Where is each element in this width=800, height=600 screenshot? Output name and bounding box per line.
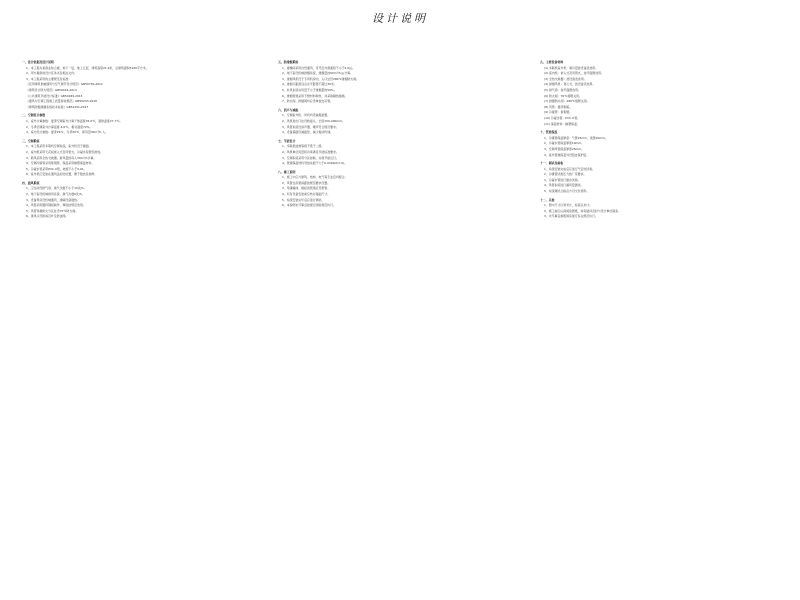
text-line: 1、卫生间设排气扇，换气次数不小于10次/h。 [26,186,87,191]
text-line: (10) 冷凝水管：PVC-U管。 [544,115,580,120]
section-heading: 三、空调系统 [22,138,40,143]
section-heading: 四、通风系统 [22,180,40,185]
text-line: 1、多联机能效等级不低于二级。 [282,144,325,149]
text-line: 2、冷凝水管保温厚度10mm。 [544,141,585,146]
text-line: 3、设备用房设机械通风，排除设备散热。 [26,197,80,202]
text-line: (5) 排气扇：按平面图选用。 [544,87,581,92]
text-line: 3、新风采用全热交换器，新风量按每人30m³/h计算。 [26,155,97,160]
section-heading: 十一、调试及验收 [540,161,564,166]
text-line: 6、排风口设防雨百叶及防虫网。 [26,214,69,219]
text-line: 6、排烟管道采用不燃材料制作，并采取隔热措施。 [282,93,348,98]
text-line: 《通风与空调工程施工质量验收规范》GB50243-2016 [26,99,97,104]
page-title: 设计说明 [372,12,428,25]
text-line: 《建筑防烟排烟系统技术标准》GB51251-2017 [26,104,89,109]
text-line: 1、楼梯间采用自然通风，可开启外窗面积不小于2.0㎡。 [282,65,355,70]
text-line: 2、地下室设机械排风系统，换气次数6次/h。 [26,192,85,197]
text-line: 5、系统安装完毕后应进行调试。 [282,197,325,202]
text-line: 2、室内机采用天花板嵌入式及风管式，冷凝水有组织排放。 [26,149,103,154]
text-line: 7、防火阀、排烟阀均应设单独支吊架。 [282,99,333,104]
text-line: 2、风管支吊架间距按规范要求设置。 [282,180,331,185]
text-line: 3、风管系统设消声器，噪声符合规范要求。 [282,124,339,129]
text-line: (1) 多联机室外机：制冷量按设备表选用。 [544,65,599,70]
text-line: (2) 室内机：嵌入式及风管式，按平面图选用。 [544,71,604,76]
section-heading: 十、管道保温 [540,130,558,135]
text-line: 《公共建筑节能设计标准》GB50189-2015 [26,93,83,98]
section-heading: 八、施工说明 [278,169,296,174]
text-line: (8) 风管：镀锌钢板。 [544,104,573,109]
text-line: (9) 冷媒管：紫铜管。 [544,110,573,115]
column-left [22,60,264,220]
text-line: 3、空调风管保温厚度25mm。 [544,146,585,151]
text-line: 2、风机进出口处设软接头，长度150-200mm。 [282,118,345,123]
text-line: 4、设备基础设减振垫，减少振动传递。 [282,130,333,135]
text-line: 5、风管穿越防火分区处设70℃防火阀。 [26,208,79,213]
text-line: 3、未尽事宜参照国家现行有关规范执行。 [544,214,598,219]
section-heading: 一、设计依据及设计说明 [22,60,54,64]
section-heading: 十二、其他 [540,197,555,202]
text-line: 2、冷媒管试验压力按厂家要求。 [544,172,587,177]
text-line: 2、地下室设机械排烟系统，排烟量按60m³/h·㎡计算。 [282,71,354,76]
text-line: 4、室外管道保温外设铝皮保护层。 [544,152,590,157]
text-line: 6、室外机应安装在通风良好的位置，便于散热及检修。 [26,172,98,177]
text-line: 1、空调室外机、风机均设减振装置。 [282,113,331,118]
text-line: 1、室外计算参数：夏季空调室外计算干球温度35.0℃，湿球温度27.7℃。 [26,118,123,123]
text-line: 《建筑设计防火规范》GB50016-2014 [26,87,77,92]
text-line: (6) 防火阀：70℃熔断关闭。 [544,93,582,98]
text-line: 3、本工程采用的主要规范及标准： [26,76,72,81]
text-line: 5、补风系统补风量不小于排烟量的50%。 [282,87,337,92]
text-line: 《民用建筑供暖通风与空气调节设计规范》GB50736-2012 [26,82,103,87]
section-heading: 九、主要设备材料 [540,60,564,64]
section-heading: 七、节能设计 [278,138,296,143]
text-line: 1、施工中应与建筑、结构、电气等专业密切配合。 [282,175,348,180]
text-line: 1、本工程为某商业综合楼，地下一层，地上五层，建筑高度21.6米，总建筑面积5100平方米。 [26,65,149,70]
text-line: 1、系统安装完成后应进行气密性试验。 [544,166,595,171]
text-line: 4、空调冷媒管采用紫铜管，保温采用橡塑保温材料。 [26,161,95,166]
text-line: 4、风管系统进行漏风量测试。 [544,183,584,188]
section-heading: 六、消声与减振 [278,107,299,112]
text-line: (4) 排烟风机：离心式，按设备表选用。 [544,82,596,87]
text-line: (7) 排烟防火阀：280℃熔断关闭。 [544,99,590,104]
text-line: 3、冷凝水管进行通水试验。 [544,177,581,182]
text-line: (3) 全热交换器：按设备表选用。 [544,76,587,81]
section-heading: 二、空调设计参数 [22,113,46,118]
text-line: 6、本说明未尽事宜按现行国家规范执行。 [282,203,336,208]
text-line: 4、排烟口距最远点水平距离不超过30米。 [282,82,337,87]
column-right [540,60,785,220]
text-line: 5、系统调试合格后方可交付使用。 [544,189,590,194]
text-line: 3、室内设计参数：夏季26℃，冬季20℃，新风量30m³/h·人。 [26,130,108,135]
text-line: 4、管道保温材料导热系数不大于0.034W/(m·K)。 [282,161,348,166]
text-line: 2、施工前应认真阅读图纸，如有疑问及时与设计单位联系。 [544,208,621,213]
text-line: 4、风管采用镀锌钢板制作，厚度按规范选用。 [26,203,86,208]
text-line: 3、空调系统采用分区控制，实现节能运行。 [282,155,339,160]
text-line: 1、图中尺寸以毫米计，标高以米计。 [544,203,593,208]
text-line: 5、冷凝水管采用PVC-U管，坡度不小于0.01。 [26,166,87,171]
text-line: 3、排烟风机设于专用机房内，入口处设280℃排烟防火阀。 [282,76,360,81]
text-line: 1、本工程采用多联机空调系统，室外机设于屋面。 [26,144,92,149]
text-line: 4、所有设备安装前应核对基础尺寸。 [282,192,331,197]
text-line: 1、冷媒管保温厚度：气管25mm，液管20mm。 [544,135,608,140]
section-heading: 五、防排烟系统 [278,60,299,64]
column-middle [278,60,520,209]
text-line: (11) 保温材料：橡塑保温。 [544,121,580,126]
text-line: 2、冬季空调室外计算温度-4.0℃，相对湿度72%。 [26,124,93,129]
text-line: 3、穿越墙体、楼板的管道应设套管。 [282,186,331,191]
text-line: 2、甲方提供的设计任务书及相关文件。 [26,71,77,76]
text-line: 2、风机单位风量耗功率满足节能标准要求。 [282,149,339,154]
